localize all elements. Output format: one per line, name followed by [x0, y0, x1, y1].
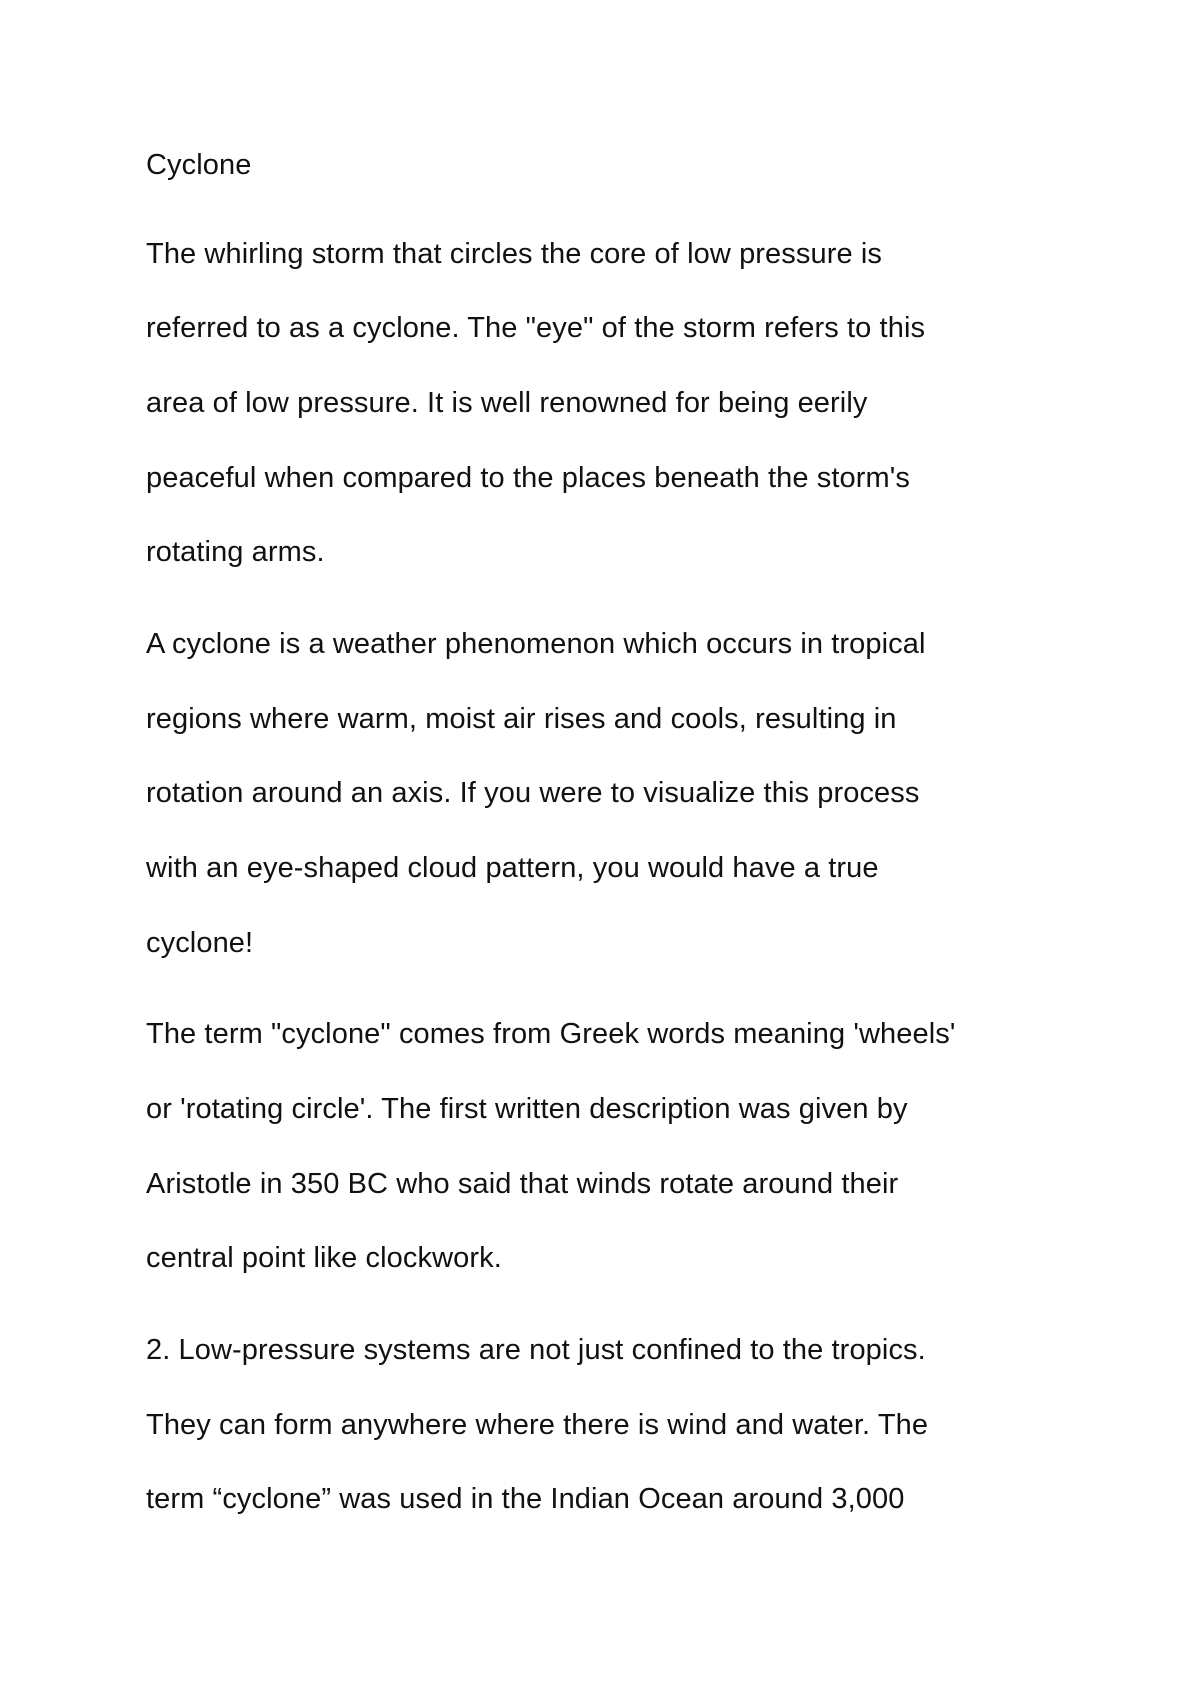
paragraph-4-line-1: 2. Low-pressure systems are not just confined to the tropics.	[146, 1334, 926, 1366]
paragraph-1-line-3: area of low pressure. It is well renowned for being eerily	[146, 387, 868, 419]
paragraph-1-line-1: The whirling storm that circles the core of low pressure is	[146, 238, 882, 270]
paragraph-3-line-3: Aristotle in 350 BC who said that winds rotate around their	[146, 1168, 899, 1200]
paragraph-1-line-2: referred to as a cyclone. The "eye" of the storm refers to this	[146, 312, 926, 344]
paragraph-4-line-2: They can form anywhere where there is wind and water. The	[146, 1409, 929, 1441]
paragraph-2-line-1: A cyclone is a weather phenomenon which occurs in tropical	[146, 628, 926, 660]
paragraph-2-line-4: with an eye-shaped cloud pattern, you would have a true	[146, 852, 879, 884]
paragraph-3-line-2: or 'rotating circle'. The first written description was given by	[146, 1093, 908, 1125]
paragraph-3-line-1: The term "cyclone" comes from Greek words meaning 'wheels'	[146, 1018, 956, 1050]
document-title: Cyclone	[146, 149, 252, 181]
paragraph-4-line-3: term “cyclone” was used in the Indian Ocean around 3,000	[146, 1483, 905, 1515]
paragraph-1-line-4: peaceful when compared to the places beneath the storm's	[146, 462, 910, 494]
paragraph-2-line-5: cyclone!	[146, 927, 254, 959]
paragraph-2-line-3: rotation around an axis. If you were to visualize this process	[146, 777, 920, 809]
paragraph-1-line-5: rotating arms.	[146, 536, 325, 568]
paragraph-2-line-2: regions where warm, moist air rises and cools, resulting in	[146, 703, 897, 735]
paragraph-3-line-4: central point like clockwork.	[146, 1242, 502, 1274]
